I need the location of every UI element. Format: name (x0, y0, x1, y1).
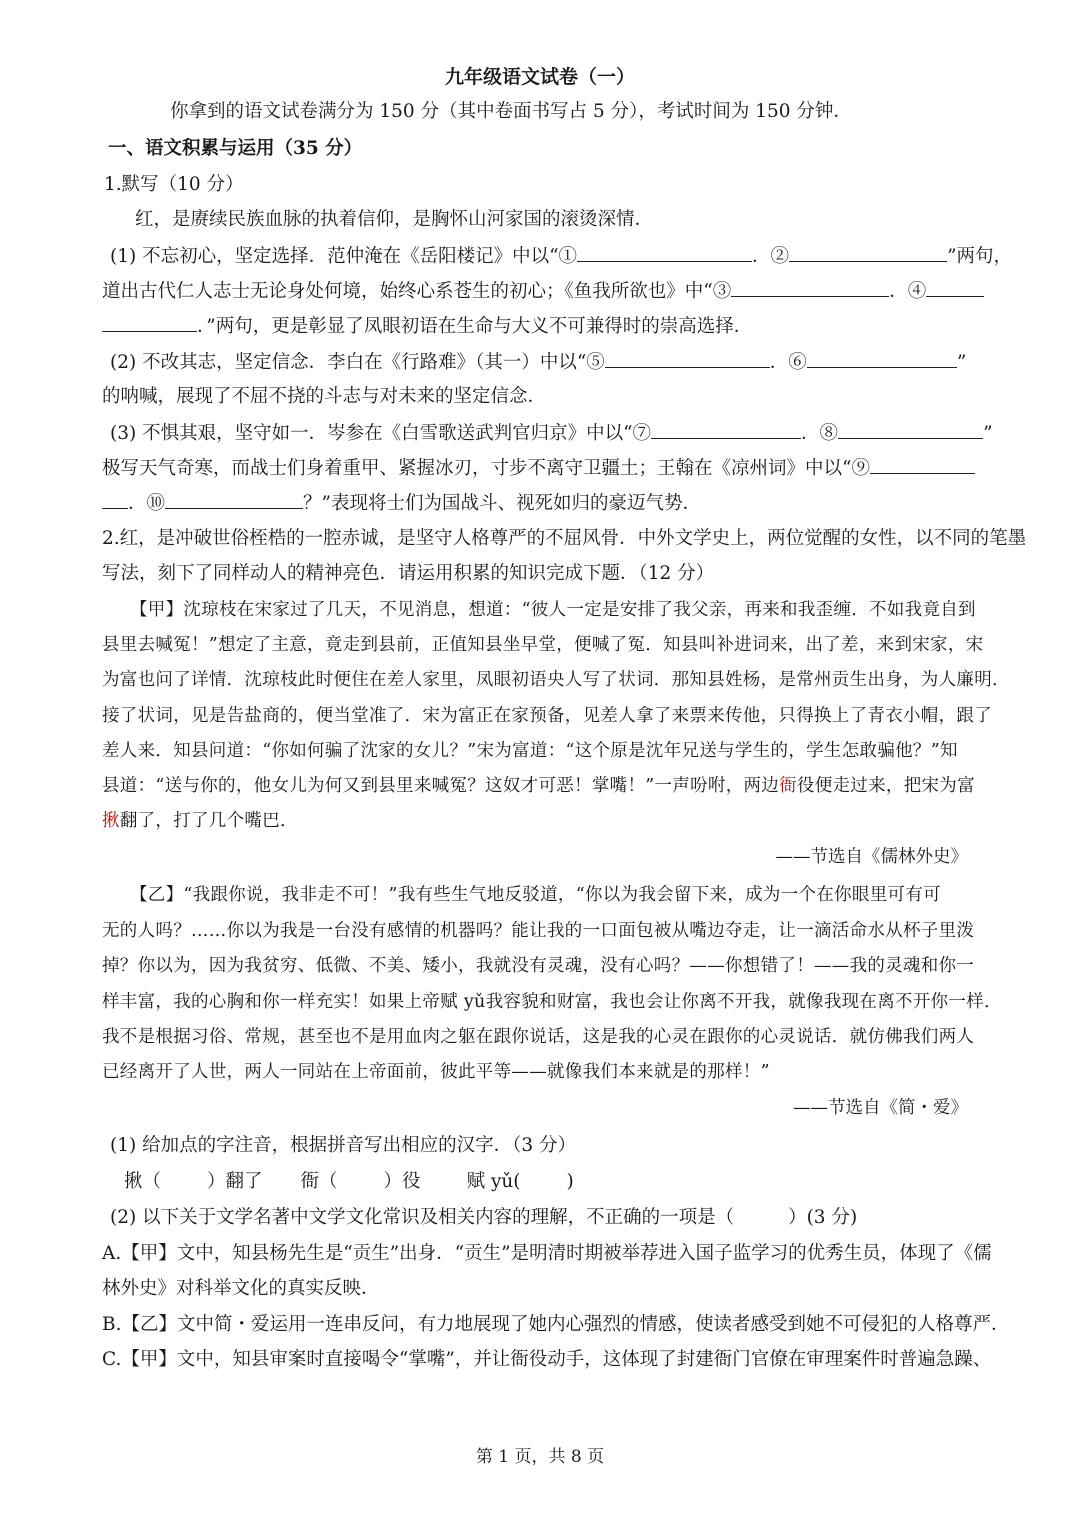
answer-blank-6[interactable] (807, 349, 957, 368)
q1-part1-line2 (102, 278, 984, 305)
text: ．⑩ (128, 493, 166, 514)
text: ) (566, 1171, 574, 1192)
q2-line2: 写法，刻下了同样动人的精神亮色．请运用积累的知识完成下题．（12 分） (102, 563, 715, 584)
text: ．⑧ (801, 423, 839, 444)
q2-line1: 2.红，是冲破世俗桎梏的一腔赤诚，是坚守人格尊严的不屈风骨．中外文学史上，两位觉醒的女性，以不同的笔墨 (102, 528, 1027, 549)
section-heading: 一、语文积累与运用（35 分） (108, 138, 363, 159)
passage-yi-line2: 无的人吗？……你以为我是一台没有感情的机器吗？能让我的一口面包被从嘴边夺走，让一滴活命水从杯子里泼 (102, 921, 975, 941)
text: ．④ (889, 281, 927, 302)
q1-part3-line1 (110, 420, 993, 447)
passage-yi-source: ——节选自《简・爱》 (793, 1098, 968, 1118)
answer-blank-9-cont[interactable] (102, 490, 128, 509)
text: 县道：“送与你的，他女儿为何又到县里来喊冤？这奴才可恶！掌嘴！”一声吩咐，两边 (102, 776, 780, 796)
q1-heading: 1.默写（10 分） (104, 174, 244, 195)
exam-intro: 你拿到的语文试卷满分为 150 分（其中卷面书写占 5 分），考试时间为 150 分钟． (170, 101, 852, 122)
text: (3) 不惧其艰，坚守如一．岑参在《白雪歌送武判官归京》中以“⑦ (110, 423, 652, 444)
text: ．② (752, 246, 790, 267)
text: 役便走过来，把宋为富 (796, 776, 975, 796)
text: ）役 (383, 1171, 421, 1192)
text: ．”两句，更是彰显了凤眼初语在生命与大义不可兼得时的崇高选择． (197, 316, 753, 337)
text: 赋 yǔ( (466, 1171, 521, 1192)
passage-jia-line4: 接了状词，见是告盐商的，便当堂准了．宋为富正在家预备，见差人拿了来票来传他，只得换上了青衣小帽，跟了 (102, 706, 992, 726)
text: ” (983, 423, 993, 444)
passage-jia-line1: 【甲】沈琼枝在宋家过了几天，不见消息，想道：“彼人一定是安排了我父亲，再来和我歪缠．不如我竟自到 (130, 600, 976, 620)
passage-yi-line6: 已经离开了人世，两人一同站在上帝面前，彼此平等——就像我们本来就是的那样！” (102, 1062, 770, 1082)
text: (2) 以下关于文学名著中文学文化常识及相关内容的理解，不正确的一项是（ (110, 1207, 735, 1228)
subq1-items (124, 1169, 574, 1195)
answer-blank-2[interactable] (789, 243, 947, 262)
passage-yi-line3: 掉？你以为，因为我贫穷、低微、不美、矮小，我就没有灵魂，没有心吗？——你想错了！——我的灵魂和你一 (102, 956, 975, 976)
q1-part3-line2 (102, 455, 975, 482)
text: ”两句， (947, 246, 1013, 267)
text: 极写天气奇寒，而战士们身着重甲、紧握冰刃，寸步不离守卫疆土；王翰在《凉州词》中以“⑨ (102, 458, 870, 479)
text: ）翻了 (207, 1171, 263, 1192)
text: 道出古代仁人志士无论身处何境，始终心系苍生的初心；《鱼我所欲也》中“③ (102, 281, 732, 302)
passage-jia-line2: 县里去喊冤！”想定了主意，竟走到县前，正值知县坐早堂，便喊了冤．知县叫补进词来，出了差，来到宋家，宋 (102, 635, 984, 655)
answer-blank-8[interactable] (838, 420, 983, 439)
text: ” (956, 352, 967, 373)
subq2-prompt (110, 1205, 857, 1231)
q1-part2-line2: 的呐喊，展现了不屈不挠的斗志与对未来的坚定信念． (102, 386, 547, 407)
text: ？”表现将士们为国战斗、视死如归的豪迈气势． (303, 493, 701, 514)
q1-part2-line1 (110, 349, 966, 376)
page-title: 九年级语文试卷（一） (444, 66, 635, 88)
q1-part1-line1 (110, 243, 1012, 270)
option-a-line1: A.【甲】文中，知县杨先生是“贡生”出身．“贡生”是明清时期被举荐进入国子监学习的优秀生员，体现了《儒 (102, 1243, 992, 1264)
answer-blank-3[interactable] (731, 278, 889, 297)
option-a-line2: 林外史》对科举文化的真实反映． (102, 1278, 380, 1299)
text: 翻了，打了几个嘴巴． (119, 811, 298, 831)
option-c: C.【甲】文中，知县审案时直接喝令“掌嘴”，并让衙役动手，这体现了封建衙门官僚在审理案件时普遍急躁、 (102, 1349, 992, 1370)
text: ）(3 分) (788, 1207, 858, 1228)
passage-jia-line3: 为富也问了详情．沈琼枝此时便住在差人家里，凤眼初语央人写了状词．那知县姓杨，是常州贡生出身，为人廉明． (102, 670, 1010, 690)
passage-yi-line1: 【乙】“我跟你说，我非走不可！”我有些生气地反驳道，“你以为我会留下来，成为一个在你眼里可有可 (130, 885, 941, 905)
answer-blank-10[interactable] (165, 490, 303, 509)
passage-yi-line4: 样丰富，我的心胸和你一样充实！如果上帝赋 yǔ我容貌和财富，我也会让你离不开我，就像我现在离不开你一样． (102, 992, 1002, 1012)
q1-part3-line3 (102, 490, 701, 517)
option-b: B.【乙】文中简・爱运用一连串反问，有力地展现了她内心强烈的情感，使读者感受到她不可侵犯的人格尊严． (102, 1314, 1010, 1335)
answer-blank-9[interactable] (870, 455, 975, 474)
passage-jia-line7 (102, 808, 298, 834)
q1-lead: 红，是赓续民族血脉的执着信仰，是胸怀山河家国的滚烫深情． (135, 209, 654, 230)
text: (1) 不忘初心，坚定选择．范仲淹在《岳阳楼记》中以“① (110, 246, 578, 267)
passage-yi-line5: 我不是根据习俗、常规，甚至也不是用血肉之躯在跟你说话，这是我的心灵在跟你的心灵说话．就仿佛我们两人 (102, 1027, 975, 1047)
q1-part1-line3 (102, 313, 752, 340)
dotted-char: 衙 (779, 776, 797, 796)
passage-jia-line5: 差人来．知县问道：“你如何骗了沈家的女儿？”宋为富道：“这个原是沈年兄送与学生的，学生怎敢骗他？”知 (102, 741, 958, 761)
passage-jia-line6 (102, 773, 975, 799)
answer-blank-7[interactable] (651, 420, 801, 439)
answer-blank-4-cont[interactable] (102, 313, 197, 332)
text: 衙（ (300, 1171, 338, 1192)
passage-jia-source: ——节选自《儒林外史》 (775, 847, 968, 867)
dotted-char: 揪 (102, 811, 120, 831)
answer-blank-5[interactable] (605, 349, 770, 368)
page-number: 第 1 页，共 8 页 (475, 1447, 605, 1467)
answer-blank-4[interactable] (926, 278, 984, 297)
answer-blank-1[interactable] (577, 243, 752, 262)
text: 揪（ (124, 1171, 162, 1192)
text: (2) 不改其志，坚定信念．李白在《行路难》（其一）中以“⑤ (110, 352, 605, 373)
text: ．⑥ (769, 352, 807, 373)
subq1-prompt: (1) 给加点的字注音，根据拼音写出相应的汉字．（3 分） (110, 1135, 576, 1156)
